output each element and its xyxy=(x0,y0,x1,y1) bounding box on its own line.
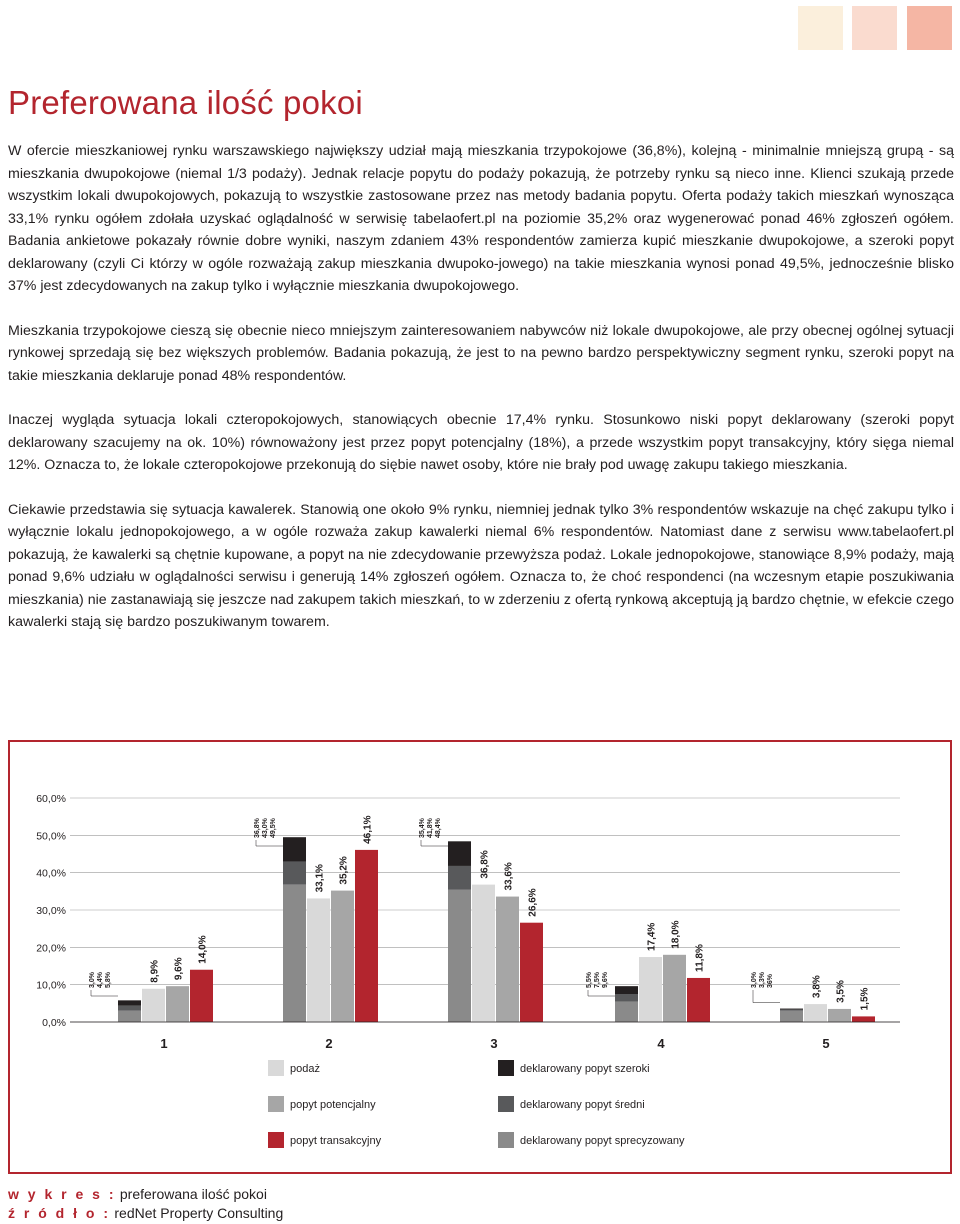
x-category-label: 5 xyxy=(822,1036,830,1051)
bar-value-label: 17,4% xyxy=(646,922,658,952)
bar-potencjalny xyxy=(331,891,354,1022)
bar-declared-sprecyzowany xyxy=(615,1001,638,1022)
decor-square-dark xyxy=(907,6,952,50)
leader-line xyxy=(588,990,615,996)
bar-value-label: 3,5% xyxy=(835,980,847,1003)
paragraph: Inaczej wygląda sytuacja lokali czteropokojowych, stanowiących obecnie 17,4% rynku. Stosunkowo niski popyt deklarowany (szeroki popyt deklarowany szacujemy na ok. 10%) równoważony jest przez popyt potencjalny (18%), a przede wszystkim popyt transakcyjny, który sięga niemal 12%. Oznacza to, że lokale czteropokojowe przekonują do siębie nawet osoby, które nie brały pod uwagę zakupu takiego mieszkania. xyxy=(8,412,954,473)
legend-label: deklarowany popyt szeroki xyxy=(520,1063,650,1075)
bar-value-label: 18,0% xyxy=(670,920,682,949)
declared-value-label: 41,8% xyxy=(427,818,434,838)
decor-square-light xyxy=(798,6,843,50)
declared-value-label: 5,8% xyxy=(105,972,112,988)
bar-transakcyjny xyxy=(687,978,710,1022)
bar-value-label: 8,9% xyxy=(149,959,161,983)
legend-swatch-transakcyjny xyxy=(268,1132,284,1148)
bar-chart xyxy=(10,742,950,1172)
bar-declared-szeroki xyxy=(283,837,306,861)
paragraph: Mieszkania trzypokojowe cieszą się obecnie nieco mniejszym zainteresowaniem nabywców niż lokale dwupokojowe, ale przy obecnej ogólnej sytuacji rynkowej sprzedają się bez większych problemów. Badania pokazują, że jest to na pewno bardzo perspektywiczny segment rynku, szeroki popyt na takie mieszkania deklaruje ponad 48% respondentów. xyxy=(8,322,954,384)
bar-declared-sprecyzowany xyxy=(780,1011,803,1022)
chart-caption-value: preferowana ilość pokoi xyxy=(119,1186,267,1202)
bar-declared-sprecyzowany xyxy=(448,890,471,1022)
bar-value-label: 26,6% xyxy=(527,888,539,917)
y-tick-label: 20,0% xyxy=(36,942,66,955)
bar-transakcyjny xyxy=(355,850,378,1022)
x-category-label: 1 xyxy=(160,1036,168,1051)
bar-value-label: 9,6% xyxy=(173,957,185,981)
bar-declared-szeroki xyxy=(118,1000,141,1005)
bar-value-label: 11,8% xyxy=(694,944,706,972)
leader-line xyxy=(256,840,283,846)
paragraph: W ofercie mieszkaniowej rynku warszawskiego największy udział mają mieszkania trzypokojowe (36,8%), kolejną - minimalnie mniejszą grupą - są mieszkania dwupokojowe (niemal 1/3 podaży). Jednak relacje popytu do podaży pokazują, że potrzeby rynku są nieco inne. Klienci szukają przede wszystkim lokali dwupokojowych, pokazują to wszystkie zastosowane przez nas metody badania popytu. Oferta podaży takich mieszkań wynosząca 33,1% rynku ogółem zdołała uzyskać oglądalność w serwisię tabelaofert.pl na poziomie 35,2% oraz wygenerować ponad 46% zgłoszeń ogółem. Badania ankietowe pokazały równie dobre wyniki, naszym zdaniem 43% respondentów zamierza kupić mieszkanie dwupokojowe, a szeroki popyt deklarowany (czyli Ci którzy w ogóle rozważają zakup mieszkania dwupoko-jowego) na takie mieszkania wynosi ponad 49,5%, jednocześnie blisko 37% jest zdecydowanych na zakup tylko i wyłącznie mieszkania dwupokojowego. xyxy=(8,143,954,294)
bar-declared-sprecyzowany xyxy=(118,1011,141,1022)
declared-value-label: 3,0% xyxy=(751,972,758,988)
bar-transakcyjny xyxy=(190,970,213,1022)
bar-value-label: 3,8% xyxy=(811,975,823,999)
bar-value-label: 35,2% xyxy=(338,856,350,885)
x-category-label: 4 xyxy=(657,1036,665,1051)
bar-podaz xyxy=(472,885,495,1022)
leader-line xyxy=(421,840,448,846)
bar-podaz xyxy=(307,898,330,1022)
declared-value-label: 9,6% xyxy=(602,972,609,988)
bar-value-label: 46,1% xyxy=(362,815,374,844)
declared-value-label: 3,0% xyxy=(89,972,96,988)
leader-line xyxy=(91,990,118,996)
legend-swatch-sprecyzowany xyxy=(498,1132,514,1148)
y-tick-label: 30,0% xyxy=(36,905,66,917)
x-category-label: 3 xyxy=(490,1036,498,1051)
y-tick-label: 40,0% xyxy=(36,867,66,880)
legend-label: podaż xyxy=(290,1063,320,1075)
bar-declared-sredni xyxy=(780,1010,803,1011)
declared-value-label: 4,4% xyxy=(97,972,104,988)
legend-label: popyt transakcyjny xyxy=(290,1135,382,1147)
legend-swatch-szeroki xyxy=(498,1060,514,1076)
figure-caption xyxy=(8,1185,283,1223)
bar-potencjalny xyxy=(496,897,519,1022)
declared-value-label: 36,8% xyxy=(254,818,261,838)
chart-caption-key: w y k r e s : xyxy=(8,1186,116,1202)
declared-value-label: 49,5% xyxy=(270,818,277,838)
page-title: Preferowana ilość pokoi xyxy=(8,84,363,121)
legend-label: popyt potencjalny xyxy=(290,1099,376,1111)
article-body xyxy=(8,140,954,656)
decor-square-medium xyxy=(852,6,897,50)
declared-value-label: 5,5% xyxy=(586,972,593,988)
bar-declared-sredni xyxy=(283,861,306,884)
y-tick-label: 10,0% xyxy=(36,979,66,992)
bar-value-label: 1,5% xyxy=(859,987,871,1011)
declared-value-label: 7,5% xyxy=(594,972,601,988)
bar-value-label: 33,1% xyxy=(314,864,326,893)
source-caption-key: ź r ó d ł o : xyxy=(8,1205,111,1221)
legend-swatch-podaz xyxy=(268,1060,284,1076)
bar-value-label: 33,6% xyxy=(503,862,515,891)
chart-frame xyxy=(8,740,952,1174)
declared-value-label: 3,3% xyxy=(759,972,766,988)
bar-transakcyjny xyxy=(852,1016,875,1022)
bar-potencjalny xyxy=(663,955,686,1022)
bar-declared-szeroki xyxy=(615,986,638,994)
y-tick-label: 0,0% xyxy=(42,1017,66,1029)
declared-value-label: 43,0% xyxy=(262,818,269,838)
bar-podaz xyxy=(639,957,662,1022)
bar-potencjalny xyxy=(828,1009,851,1022)
bar-podaz xyxy=(142,989,165,1022)
chart-caption-line xyxy=(8,1185,283,1204)
paragraph: Ciekawie przedstawia się sytuacja kawalerek. Stanowią one około 9% rynku, niemniej jednak tylko 3% respondentów wskazuje na chęć zakupu tylko i wyłącznie lokalu jednopokojowego, a w ogóle rozważa zakup kawalerki niemal 6% respondentów. Natomiast dane z serwisu www.tabelaofert.pl pokazują, że kawalerki są chętnie kupowane, a popyt na nie zdecydowanie przewyższa podaż. Lokale jednopokojowe, stanowiące 8,9% podaży, mają ponad 9,6% udziału w oglądalności serwisu i generują 14% zgłoszeń ogółem. Oznacza to, że choć respondenci (na wczesnym etapie poszukiwania mieszkania) nie zastanawiają się jeszcze nad zakupem takich mieszkań, to w zderzeniu z ofertą rynkową akceptują ją bardzo chętnie, w efekcie czego kawalerki stają się bardzo poszukiwanym towarem. xyxy=(8,501,954,630)
bar-declared-sredni xyxy=(615,994,638,1001)
legend-swatch-sredni xyxy=(498,1096,514,1112)
bar-declared-sprecyzowany xyxy=(283,885,306,1022)
bar-potencjalny xyxy=(166,986,189,1022)
source-caption-line xyxy=(8,1204,283,1223)
source-caption-value: redNet Property Consulting xyxy=(114,1205,284,1221)
bar-declared-szeroki xyxy=(780,1009,803,1010)
declared-value-label: 48,4% xyxy=(435,818,442,838)
leader-line xyxy=(753,990,780,1003)
legend-swatch-potencjalny xyxy=(268,1096,284,1112)
declared-value-label: 35,4% xyxy=(419,818,426,838)
bar-value-label: 36,8% xyxy=(479,850,491,879)
y-tick-label: 60,0% xyxy=(36,793,66,805)
x-category-label: 2 xyxy=(325,1036,333,1051)
declared-value-label: 36% xyxy=(767,973,774,988)
bar-transakcyjny xyxy=(520,923,543,1022)
bar-declared-szeroki xyxy=(448,841,471,866)
bar-declared-sredni xyxy=(448,866,471,890)
legend-label: deklarowany popyt średni xyxy=(520,1099,645,1111)
y-tick-label: 50,0% xyxy=(36,830,66,843)
bar-declared-sredni xyxy=(118,1006,141,1011)
legend-label: deklarowany popyt sprecyzowany xyxy=(520,1135,685,1147)
bar-value-label: 14,0% xyxy=(197,935,209,964)
bar-podaz xyxy=(804,1004,827,1022)
